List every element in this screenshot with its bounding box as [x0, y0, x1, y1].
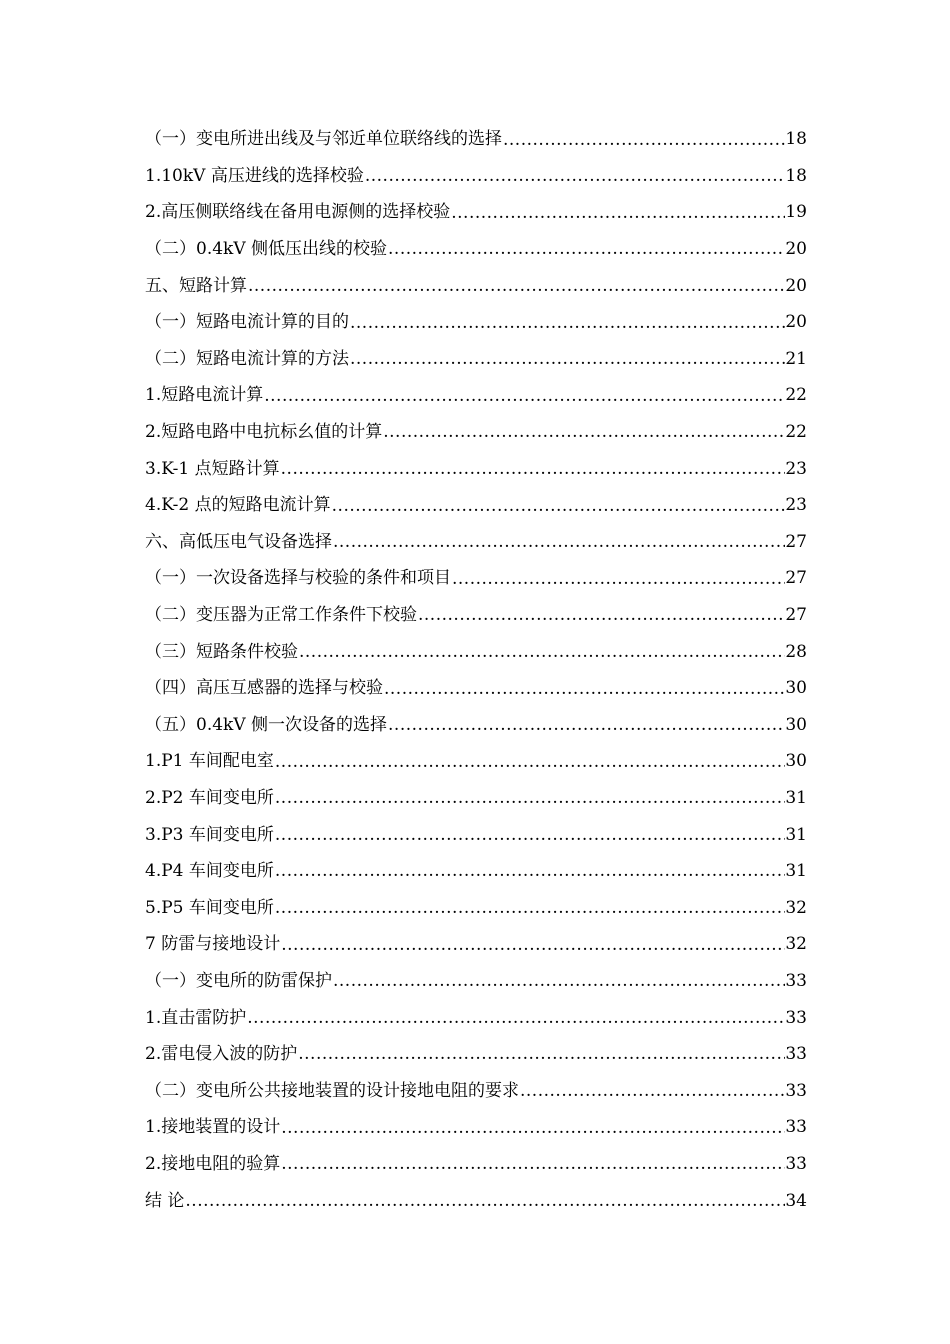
- toc-entry[interactable]: [145, 670, 807, 707]
- toc-entry-label: （一）一次设备选择与校验的条件和项目: [145, 568, 451, 589]
- toc-dot-leader: [332, 496, 786, 524]
- toc-entry-page-number: 33: [785, 1153, 807, 1174]
- toc-entry-label: （二）变电所公共接地装置的设计接地电阻的要求: [145, 1080, 519, 1101]
- toc-dot-leader: [350, 313, 785, 341]
- toc-entry-page-number: 20: [785, 275, 807, 296]
- toc-entry[interactable]: [145, 121, 807, 158]
- toc-entry-label: （二）0.4kV 侧低压出线的校验: [145, 239, 388, 260]
- toc-entry[interactable]: [145, 1072, 807, 1109]
- toc-dot-leader: [452, 569, 785, 597]
- toc-entry-label: 3.K-1 点短路计算: [145, 458, 280, 479]
- toc-entry-page-number: 30: [785, 751, 807, 772]
- toc-entry[interactable]: [145, 963, 807, 1000]
- table-of-contents: [145, 121, 807, 1219]
- toc-entry-label: 1.接地装置的设计: [145, 1117, 281, 1138]
- toc-dot-leader: [281, 459, 786, 487]
- toc-entry-label: 2.高压侧联络线在备用电源侧的选择校验: [145, 202, 451, 223]
- toc-entry-page-number: 23: [785, 495, 807, 516]
- toc-entry-page-number: 20: [785, 239, 807, 260]
- toc-entry-page-number: 32: [785, 897, 807, 918]
- toc-entry-label: （二）短路电流计算的方法: [145, 348, 349, 369]
- toc-dot-leader: [275, 788, 785, 816]
- toc-dot-leader: [333, 971, 785, 999]
- toc-entry-label: 2.雷电侵入波的防护: [145, 1044, 298, 1065]
- toc-entry[interactable]: [145, 341, 807, 378]
- toc-entry[interactable]: [145, 780, 807, 817]
- toc-entry[interactable]: [145, 999, 807, 1036]
- toc-dot-leader: [264, 386, 785, 414]
- toc-entry[interactable]: [145, 414, 807, 451]
- toc-dot-leader: [281, 1118, 785, 1146]
- toc-entry[interactable]: [145, 231, 807, 268]
- toc-dot-leader: [365, 166, 786, 194]
- toc-entry-label: 五、短路计算: [145, 275, 247, 296]
- toc-dot-leader: [281, 935, 785, 963]
- toc-dot-leader: [299, 642, 785, 670]
- toc-entry-label: 2.接地电阻的验算: [145, 1153, 281, 1174]
- toc-entry-label: 3.P3 车间变电所: [145, 824, 274, 845]
- toc-entry-page-number: 33: [785, 1007, 807, 1028]
- toc-dot-leader: [503, 130, 785, 158]
- toc-entry-label: （一）变电所进出线及与邻近单位联络线的选择: [145, 129, 502, 150]
- toc-entry-page-number: 33: [785, 970, 807, 991]
- toc-entry-page-number: 27: [785, 568, 807, 589]
- toc-entry[interactable]: [145, 304, 807, 341]
- toc-entry-label: 1.短路电流计算: [145, 385, 264, 406]
- toc-entry-label: （四）高压互感器的选择与校验: [145, 678, 383, 699]
- toc-entry-page-number: 34: [785, 1190, 807, 1211]
- toc-entry-page-number: 31: [785, 824, 807, 845]
- toc-entry[interactable]: [145, 267, 807, 304]
- toc-entry-label: 2.P2 车间变电所: [145, 787, 274, 808]
- toc-entry[interactable]: [145, 1109, 807, 1146]
- toc-entry[interactable]: [145, 889, 807, 926]
- toc-dot-leader: [388, 239, 785, 267]
- toc-dot-leader: [350, 349, 785, 377]
- toc-entry-label: （二）变压器为正常工作条件下校验: [145, 605, 417, 626]
- toc-entry-page-number: 23: [785, 458, 807, 479]
- toc-entry-label: 4.K-2 点的短路电流计算: [145, 495, 331, 516]
- toc-entry-page-number: 33: [785, 1117, 807, 1138]
- toc-entry-page-number: 20: [785, 312, 807, 333]
- toc-entry[interactable]: [145, 377, 807, 414]
- toc-entry[interactable]: [145, 560, 807, 597]
- toc-entry-label: 1.P1 车间配电室: [145, 751, 274, 772]
- toc-entry[interactable]: [145, 816, 807, 853]
- toc-entry-page-number: 33: [785, 1044, 807, 1065]
- toc-entry[interactable]: [145, 1036, 807, 1073]
- toc-entry[interactable]: [145, 1146, 807, 1183]
- toc-entry-page-number: 33: [785, 1080, 807, 1101]
- toc-dot-leader: [281, 1154, 785, 1182]
- toc-entry-label: （一）短路电流计算的目的: [145, 312, 349, 333]
- toc-dot-leader: [520, 1081, 785, 1109]
- toc-entry-label: 1.10kV 高压进线的选择校验: [145, 165, 364, 186]
- toc-entry[interactable]: [145, 487, 807, 524]
- toc-entry-label: 结 论: [145, 1190, 185, 1211]
- toc-entry[interactable]: [145, 633, 807, 670]
- toc-dot-leader: [451, 203, 785, 231]
- toc-entry-label: 4.P4 车间变电所: [145, 861, 274, 882]
- toc-entry-page-number: 18: [785, 129, 807, 150]
- toc-entry-page-number: 19: [785, 202, 807, 223]
- toc-entry-page-number: 31: [785, 787, 807, 808]
- toc-dot-leader: [384, 679, 785, 707]
- toc-entry[interactable]: [145, 743, 807, 780]
- toc-entry-page-number: 30: [785, 714, 807, 735]
- toc-entry-page-number: 18: [785, 165, 807, 186]
- toc-dot-leader: [247, 1008, 785, 1036]
- toc-dot-leader: [388, 715, 785, 743]
- toc-dot-leader: [418, 605, 785, 633]
- toc-entry-page-number: 22: [785, 385, 807, 406]
- toc-entry[interactable]: [145, 597, 807, 634]
- toc-entry-page-number: 27: [785, 605, 807, 626]
- toc-entry-label: 1.直击雷防护: [145, 1007, 247, 1028]
- toc-entry[interactable]: [145, 524, 807, 561]
- toc-entry[interactable]: [145, 1182, 807, 1219]
- toc-entry[interactable]: [145, 158, 807, 195]
- toc-entry-label: 5.P5 车间变电所: [145, 897, 274, 918]
- toc-dot-leader: [298, 1044, 785, 1072]
- toc-entry[interactable]: [145, 707, 807, 744]
- toc-entry-label: （五）0.4kV 侧一次设备的选择: [145, 714, 388, 735]
- toc-entry-page-number: 28: [785, 641, 807, 662]
- toc-entry-label: （三）短路条件校验: [145, 641, 298, 662]
- toc-entry-label: 7 防雷与接地设计: [145, 934, 281, 955]
- toc-entry[interactable]: [145, 194, 807, 231]
- toc-entry-page-number: 32: [785, 934, 807, 955]
- toc-entry-label: （一）变电所的防雷保护: [145, 970, 332, 991]
- toc-dot-leader: [275, 861, 785, 889]
- toc-entry-label: 六、高低压电气设备选择: [145, 531, 332, 552]
- toc-entry-page-number: 21: [785, 348, 807, 369]
- toc-entry-page-number: 27: [785, 531, 807, 552]
- toc-dot-leader: [248, 276, 785, 304]
- toc-dot-leader: [383, 422, 785, 450]
- toc-dot-leader: [185, 1191, 785, 1219]
- toc-entry-page-number: 31: [785, 861, 807, 882]
- toc-dot-leader: [275, 825, 785, 853]
- toc-entry-page-number: 30: [785, 678, 807, 699]
- toc-dot-leader: [333, 532, 785, 560]
- toc-entry-label: 2.短路电路中电抗标幺值的计算: [145, 422, 383, 443]
- toc-entry[interactable]: [145, 853, 807, 890]
- toc-dot-leader: [275, 752, 785, 780]
- toc-dot-leader: [275, 898, 785, 926]
- toc-entry[interactable]: [145, 450, 807, 487]
- toc-entry-page-number: 22: [785, 422, 807, 443]
- toc-entry[interactable]: [145, 926, 807, 963]
